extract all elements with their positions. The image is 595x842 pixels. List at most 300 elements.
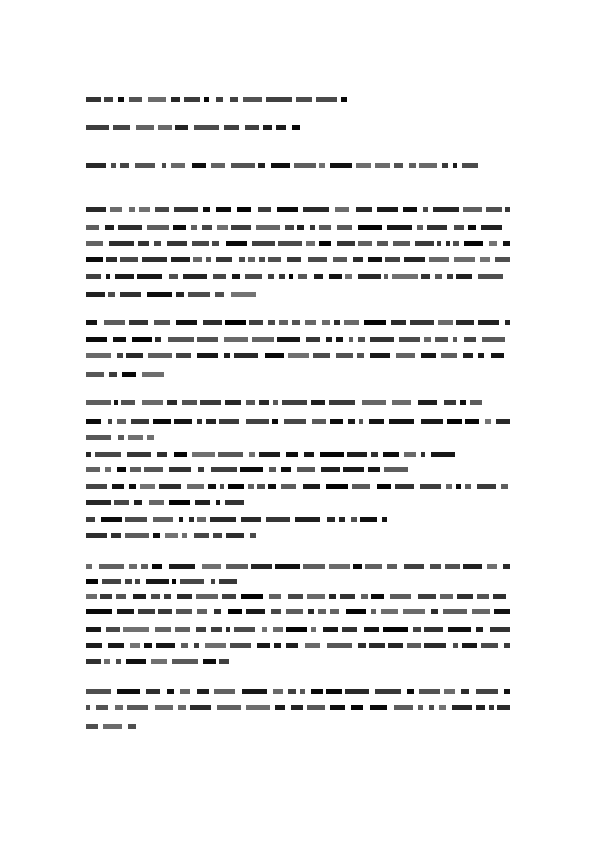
illegible-word [313,353,330,358]
illegible-word [265,353,284,358]
illegible-word [417,225,423,230]
illegible-word [86,241,103,246]
illegible-word [114,500,129,505]
illegible-word [322,320,330,325]
illegible-word [308,257,327,262]
illegible-word [446,484,452,489]
text-line-header-line-1 [86,97,352,103]
illegible-word [320,452,344,457]
text-line-p1 [86,207,510,213]
illegible-word [169,274,178,279]
illegible-word [404,452,416,457]
illegible-word [369,643,385,648]
text-line-p3 [86,500,244,506]
illegible-word [211,579,215,584]
illegible-word [404,257,425,262]
illegible-word [144,643,152,648]
illegible-word [146,579,169,584]
illegible-word [228,609,242,614]
illegible-word [482,337,505,342]
text-line-p3 [86,533,262,539]
illegible-word [279,274,285,279]
illegible-word [268,257,281,262]
illegible-word [153,533,160,538]
illegible-word [311,400,325,405]
illegible-word [197,419,202,424]
illegible-word [234,627,255,632]
illegible-word [257,643,270,648]
illegible-word [210,517,236,522]
illegible-word [211,467,237,472]
illegible-word [148,97,166,102]
illegible-word [174,452,187,457]
illegible-word [113,337,126,342]
illegible-word [226,533,244,538]
illegible-word [86,594,97,599]
illegible-word [217,225,228,230]
illegible-word [269,594,281,599]
illegible-word [104,97,113,102]
text-line-p3 [86,435,154,441]
illegible-word [198,467,204,472]
illegible-word [246,609,265,614]
illegible-word [441,353,457,358]
illegible-word [461,689,469,694]
illegible-word [346,609,366,614]
illegible-word [344,320,359,325]
illegible-word [312,419,326,424]
illegible-word [86,484,107,489]
illegible-word [485,419,491,424]
illegible-word [86,435,111,440]
illegible-word [102,579,121,584]
illegible-word [116,594,126,599]
illegible-word [420,484,441,489]
illegible-word [217,705,241,710]
illegible-word [453,241,459,246]
illegible-word [151,659,167,664]
illegible-word [503,241,510,246]
illegible-word [447,274,453,279]
illegible-word [169,467,191,472]
illegible-word [326,689,342,694]
illegible-word [444,400,456,405]
illegible-word [343,467,364,472]
illegible-word [197,517,206,522]
illegible-word [111,533,121,538]
illegible-word [360,517,377,522]
illegible-word [192,452,215,457]
illegible-word [95,452,121,457]
illegible-word [384,274,388,279]
illegible-word [117,353,123,358]
illegible-word [481,225,502,230]
illegible-word [215,292,224,297]
illegible-word [86,467,100,472]
illegible-word [241,594,263,599]
illegible-word [220,484,224,489]
illegible-word [86,163,106,168]
illegible-word [303,207,329,212]
illegible-word [377,484,391,489]
illegible-word [303,484,320,489]
illegible-word [409,163,416,168]
illegible-word [286,627,307,632]
illegible-word [336,353,353,358]
text-line-p1 [86,257,510,263]
illegible-word [319,241,331,246]
illegible-word [286,609,303,614]
illegible-word [144,467,163,472]
illegible-word [226,241,247,246]
illegible-word [337,241,355,246]
illegible-word [108,419,112,424]
illegible-word [371,452,378,457]
illegible-word [106,257,117,262]
illegible-word [291,705,303,710]
illegible-word [213,533,222,538]
illegible-word [368,257,382,262]
illegible-word [463,207,482,212]
illegible-word [307,705,325,710]
illegible-word [287,257,301,262]
illegible-word [399,337,420,342]
illegible-word [286,452,298,457]
illegible-word [358,643,366,648]
illegible-word [177,594,192,599]
illegible-word [330,609,339,614]
illegible-word [133,594,146,599]
illegible-word [303,564,325,569]
illegible-word [86,125,109,130]
illegible-word [307,594,325,599]
illegible-word [395,484,414,489]
illegible-word [162,163,166,168]
illegible-word [232,274,240,279]
illegible-word [310,225,315,230]
illegible-word [153,517,173,522]
illegible-word [418,400,437,405]
illegible-word [192,163,206,168]
illegible-word [258,207,271,212]
illegible-word [86,724,98,729]
illegible-word [504,689,510,694]
text-line-p2 [86,337,510,343]
illegible-word [176,292,184,297]
illegible-word [202,564,221,569]
illegible-word [86,609,112,614]
illegible-word [231,292,256,297]
text-line-p3 [86,400,484,406]
illegible-word [152,564,162,569]
illegible-word [368,467,380,472]
illegible-word [439,705,446,710]
illegible-word [172,659,198,664]
illegible-word [169,564,195,569]
illegible-word [138,609,155,614]
illegible-word [246,705,270,710]
illegible-word [463,353,473,358]
illegible-word [339,517,345,522]
illegible-word [268,274,274,279]
illegible-word [129,207,135,212]
illegible-word [266,517,290,522]
illegible-word [375,689,401,694]
illegible-word [112,484,124,489]
illegible-word [109,372,117,377]
text-line-p4 [86,643,510,649]
illegible-word [453,163,457,168]
illegible-word [192,241,209,246]
illegible-word [440,594,453,599]
illegible-word [478,274,503,279]
illegible-word [304,452,314,457]
illegible-word [117,609,134,614]
illegible-word [447,419,462,424]
illegible-word [194,533,209,538]
illegible-word [237,207,251,212]
illegible-word [216,500,220,505]
illegible-word [190,705,211,710]
illegible-word [419,163,437,168]
illegible-word [216,207,231,212]
illegible-word [364,320,386,325]
illegible-word [120,257,138,262]
illegible-word [382,517,387,522]
illegible-word [99,564,124,569]
illegible-word [132,337,152,342]
illegible-word [462,163,478,168]
illegible-word [114,400,118,405]
illegible-word [181,643,188,648]
illegible-word [468,225,476,230]
illegible-word [126,659,146,664]
illegible-word [113,125,130,130]
illegible-word [127,452,151,457]
illegible-word [129,97,142,102]
illegible-word [391,320,406,325]
illegible-word [496,419,510,424]
illegible-word [384,467,408,472]
illegible-word [225,400,241,405]
illegible-word [503,564,510,569]
illegible-word [249,452,255,457]
illegible-word [454,257,475,262]
illegible-word [203,659,216,664]
illegible-word [330,705,345,710]
illegible-word [194,643,199,648]
illegible-word [167,400,177,405]
illegible-word [226,564,248,569]
illegible-word [241,517,261,522]
text-line-p4 [86,659,232,665]
text-line-p3 [86,419,510,425]
illegible-word [364,627,379,632]
illegible-word [141,564,148,569]
illegible-word [294,163,316,168]
illegible-word [202,225,212,230]
illegible-word [167,241,187,246]
illegible-word [319,163,325,168]
illegible-word [356,207,372,212]
illegible-word [288,353,309,358]
illegible-word [327,517,335,522]
illegible-word [239,257,245,262]
illegible-word [101,517,122,522]
illegible-word [477,484,496,489]
illegible-word [108,292,115,297]
illegible-word [279,320,288,325]
illegible-word [460,400,466,405]
text-line-p4 [86,627,510,633]
illegible-word [228,484,244,489]
illegible-word [96,705,108,710]
illegible-word [172,579,176,584]
illegible-word [125,579,132,584]
illegible-word [489,705,494,710]
illegible-word [352,484,370,489]
illegible-word [403,207,417,212]
illegible-word [329,594,336,599]
illegible-word [427,225,447,230]
illegible-word [121,400,135,405]
illegible-word [86,689,111,694]
illegible-word [86,517,95,522]
text-line-p4 [86,594,510,600]
illegible-word [393,241,410,246]
illegible-word [490,627,510,632]
illegible-word [358,241,372,246]
illegible-word [103,724,122,729]
illegible-word [219,659,229,664]
illegible-word [437,241,441,246]
illegible-word [387,564,397,569]
illegible-word [273,689,283,694]
illegible-word [311,627,316,632]
illegible-word [86,500,111,505]
illegible-word [151,594,160,599]
illegible-word [86,372,104,377]
text-line-p5 [86,705,510,711]
illegible-word [211,627,222,632]
illegible-word [377,241,388,246]
illegible-word [470,400,482,405]
illegible-word [222,594,236,599]
illegible-word [180,579,204,584]
illegible-word [108,643,124,648]
illegible-word [487,564,497,569]
illegible-word [477,594,489,599]
illegible-word [167,689,174,694]
illegible-word [464,241,483,246]
illegible-word [284,419,306,424]
illegible-word [377,207,398,212]
illegible-word [206,419,216,424]
illegible-word [341,97,347,102]
illegible-word [452,705,472,710]
illegible-word [129,564,137,569]
illegible-word [147,435,154,440]
illegible-word [295,517,320,522]
illegible-word [126,353,143,358]
illegible-word [348,419,355,424]
illegible-word [329,274,342,279]
illegible-word [418,594,436,599]
illegible-word [330,163,352,168]
illegible-word [266,97,292,102]
illegible-word [424,337,431,342]
illegible-word [178,705,186,710]
illegible-word [277,207,298,212]
illegible-word [463,564,482,569]
illegible-word [158,125,172,130]
illegible-word [257,484,265,489]
illegible-word [392,400,411,405]
illegible-word [225,320,246,325]
illegible-word [125,533,149,538]
illegible-word [147,292,172,297]
illegible-word [276,125,286,130]
illegible-word [195,500,210,505]
illegible-word [123,627,149,632]
illegible-word [326,484,348,489]
illegible-word [430,564,441,569]
illegible-word [250,533,256,538]
illegible-word [182,400,197,405]
illegible-word [216,257,232,262]
illegible-word [224,353,230,358]
illegible-word [86,627,101,632]
illegible-word [407,689,414,694]
illegible-word [329,400,355,405]
illegible-word [444,689,455,694]
illegible-word [438,320,453,325]
illegible-word [394,163,403,168]
illegible-word [501,484,508,489]
illegible-word [358,225,382,230]
illegible-word [246,400,255,405]
illegible-word [356,163,371,168]
illegible-word [130,467,141,472]
illegible-word [216,97,223,102]
text-line-p1 [86,292,262,298]
illegible-word [269,467,276,472]
illegible-word [390,594,411,599]
illegible-word [389,419,414,424]
illegible-word [194,125,219,130]
illegible-word [453,337,457,342]
illegible-word [86,705,90,710]
illegible-word [396,353,415,358]
illegible-word [465,419,479,424]
illegible-word [342,627,357,632]
illegible-word [476,627,483,632]
illegible-word [125,517,147,522]
illegible-word [100,594,112,599]
illegible-word [86,564,92,569]
illegible-word [127,705,148,710]
illegible-word [230,643,251,648]
illegible-word [86,452,91,457]
illegible-word [105,467,111,472]
illegible-word [204,97,209,102]
illegible-word [225,500,244,505]
illegible-word [180,689,190,694]
text-line-title-line [86,163,478,169]
illegible-word [443,609,467,614]
illegible-word [465,484,471,489]
illegible-word [122,372,136,377]
